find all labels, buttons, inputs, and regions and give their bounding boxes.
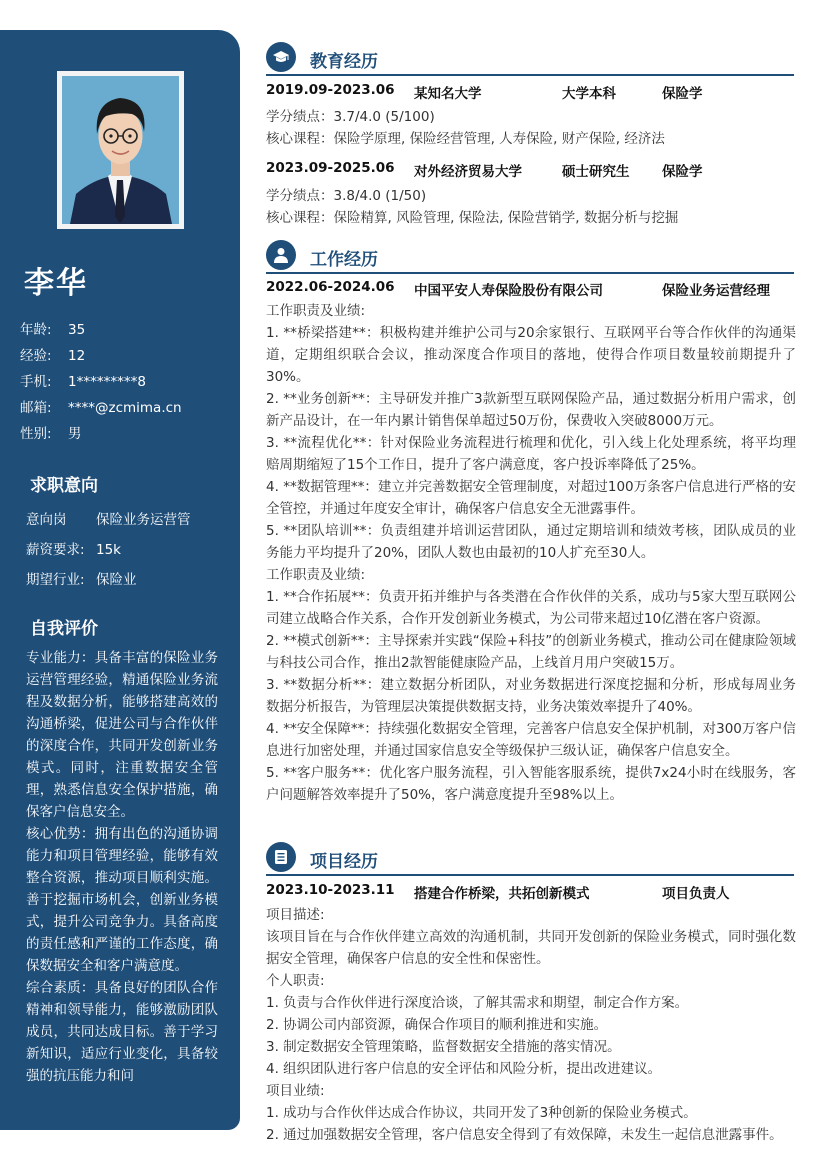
section-divider <box>266 74 794 76</box>
education-gpa: 学分绩点：3.7/4.0 (5/100) <box>266 109 435 125</box>
info-label: 性别: <box>20 426 52 442</box>
work-section-header <box>266 240 794 276</box>
self-eval-paragraph: 核心优势：拥有出色的沟通协调能力和项目管理经验，能够有效整合资源，推动项目顺利实施。善于挖掘市场机会，创新业务模式，提升公司竞争力。具备高度的责任感和严谨的工作态度，确保数据安全和客户满意度。 <box>26 826 218 974</box>
intent-position <box>26 512 226 542</box>
work-item: 4. **安全保障**：持续强化数据安全管理，完善客户信息安全保护机制，对300万客户信息进行加密处理，并通过国家信息安全等级保护三级认证，确保客户信息安全。 <box>266 721 796 759</box>
info-email <box>20 400 230 426</box>
self-eval-text <box>26 647 218 1087</box>
profile-photo <box>62 76 179 224</box>
education-major: 保险学 <box>662 164 703 180</box>
intent-list <box>26 512 226 602</box>
project-date: 2023.10-2023.11 <box>266 882 395 898</box>
work-item: 2. **业务创新**：主导研发并推广3款新型互联网保险产品，通过数据分析用户需求，创新产品设计，在一年内累计销售保单超过50万份，保费收入突破8000万元。 <box>266 391 796 429</box>
info-value: 男 <box>68 426 82 442</box>
education-date: 2019.09-2023.06 <box>266 82 395 98</box>
work-item: 3. **数据分析**：建立数据分析团队，对业务数据进行深度挖掘和分析，形成每周业务数据分析报告，为管理层决策提供数据支持，业务决策效率提升了40%。 <box>266 677 796 715</box>
person-icon <box>266 240 296 270</box>
profile-photo-frame <box>57 71 184 229</box>
intent-title: 求职意向 <box>30 476 98 496</box>
intent-label: 薪资要求: <box>26 542 85 558</box>
project-desc: 该项目旨在与合作伙伴建立高效的沟通机制，共同开发创新的保险业务模式，同时强化数据安全管理，确保客户信息的安全性和保密性。 <box>266 929 796 967</box>
info-label: 手机: <box>20 374 52 390</box>
info-phone <box>20 374 230 400</box>
project-details <box>266 904 796 1146</box>
info-experience <box>20 348 230 374</box>
work-company: 中国平安人寿保险股份有限公司 <box>414 283 603 299</box>
info-value: ****@zcmima.cn <box>68 400 182 416</box>
work-title: 工作经历 <box>310 250 378 270</box>
education-degree: 大学本科 <box>562 86 616 102</box>
education-major: 保险学 <box>662 86 703 102</box>
self-eval-paragraph: 综合素质：具备良好的团队合作精神和领导能力，能够激励团队成员，共同达成目标。善于学习新知识，适应行业变化，具备较强的抗压能力和问 <box>26 980 218 1084</box>
work-item: 1. **合作拓展**：负责开拓并维护与各类潜在合作伙伴的关系，成功与5家大型互联网公司建立战略合作关系，合作开发创新业务模式，为公司带来超过10亿潜在客户资源。 <box>266 589 796 627</box>
education-school: 对外经济贸易大学 <box>414 164 522 180</box>
project-section-header <box>266 842 794 878</box>
project-result: 2. 通过加强数据安全管理，客户信息安全得到了有效保障，未发生一起信息泄露事件。 <box>266 1127 783 1143</box>
education-courses: 核心课程：保险精算, 风险管理, 保险法, 保险营销学, 数据分析与挖掘 <box>266 210 679 226</box>
section-divider <box>266 874 794 876</box>
info-value: 12 <box>68 348 86 364</box>
graduation-cap-icon <box>266 42 296 72</box>
work-item: 3. **流程优化**：针对保险业务流程进行梳理和优化，引入线上化处理系统，将平均理赔周期缩短了15个工作日，提升了客户满意度，客户投诉率降低了25%。 <box>266 435 796 473</box>
intent-label: 意向岗 <box>26 512 67 528</box>
work-date: 2022.06-2024.06 <box>266 279 395 295</box>
project-desc-label: 项目描述: <box>266 907 325 923</box>
intent-industry <box>26 572 226 602</box>
info-label: 年龄: <box>20 322 52 338</box>
work-item: 5. **团队培训**：负责组建并培训运营团队，通过定期培训和绩效考核，团队成员的业务能力平均提升了20%，团队人数也由最初的10人扩充至30人。 <box>266 523 796 561</box>
education-school: 某知名大学 <box>414 86 482 102</box>
intent-value: 保险业务运营管 <box>96 512 191 528</box>
work-group-label: 工作职责及业绩: <box>266 567 366 583</box>
work-group-label: 工作职责及业绩: <box>266 303 366 319</box>
project-result: 1. 成功与合作伙伴达成合作协议，共同开发了3种创新的保险业务模式。 <box>266 1105 697 1121</box>
project-duty-label: 个人职责: <box>266 973 325 989</box>
info-value: 35 <box>68 322 86 338</box>
basic-info <box>20 322 230 452</box>
education-courses: 核心课程：保险学原理, 保险经营管理, 人寿保险, 财产保险, 经济法 <box>266 131 665 147</box>
project-duty: 1. 负责与合作伙伴进行深度洽谈，了解其需求和期望，制定合作方案。 <box>266 995 689 1011</box>
education-section-header <box>266 42 794 78</box>
info-label: 邮箱: <box>20 400 52 416</box>
education-date: 2023.09-2025.06 <box>266 160 395 176</box>
info-label: 经验: <box>20 348 52 364</box>
work-details <box>266 300 796 806</box>
work-item: 5. **客户服务**：优化客户服务流程，引入智能客服系统，提供7x24小时在线服务，客户问题解答效率提升了50%，客户满意度提升至98%以上。 <box>266 765 796 803</box>
intent-value: 保险业 <box>96 572 137 588</box>
project-role: 项目负责人 <box>662 886 730 902</box>
project-result-label: 项目业绩: <box>266 1083 325 1099</box>
info-age <box>20 322 230 348</box>
education-title: 教育经历 <box>310 52 378 72</box>
info-gender <box>20 426 230 452</box>
work-item: 2. **模式创新**：主导探索并实践“保险+科技”的创新业务模式，推动公司在健康险领域与科技公司合作，推出2款智能健康险产品，上线首月用户突破15万。 <box>266 633 796 671</box>
work-item: 4. **数据管理**：建立并完善数据安全管理制度，对超过100万条客户信息进行严格的安全管控，并通过年度安全审计，确保客户信息安全无泄露事件。 <box>266 479 796 517</box>
candidate-name: 李华 <box>24 266 88 301</box>
self-eval-title: 自我评价 <box>30 619 98 639</box>
education-degree: 硕士研究生 <box>562 164 630 180</box>
education-gpa: 学分绩点：3.8/4.0 (1/50) <box>266 188 427 204</box>
project-name: 搭建合作桥梁，共拓创新模式 <box>414 886 590 902</box>
self-eval-paragraph: 专业能力：具备丰富的保险业务运营管理经验，精通保险业务流程及数据分析，能够搭建高效的沟通桥梁，促进公司与合作伙伴的深度合作，共同开发创新业务模式。同时，注重数据安全管理，熟悉信息安全保护措施，确保客户信息安全。 <box>26 650 218 820</box>
sidebar <box>0 30 240 1130</box>
info-value: 1*********8 <box>68 374 146 390</box>
intent-salary <box>26 542 226 572</box>
project-duty: 4. 组织团队进行客户信息的安全评估和风险分析，提出改进建议。 <box>266 1061 662 1077</box>
intent-label: 期望行业: <box>26 572 85 588</box>
project-duty: 3. 制定数据安全管理策略，监督数据安全措施的落实情况。 <box>266 1039 621 1055</box>
project-title: 项目经历 <box>310 852 378 872</box>
project-duty: 2. 协调公司内部资源，确保合作项目的顺利推进和实施。 <box>266 1017 608 1033</box>
section-divider <box>266 272 794 274</box>
work-item: 1. **桥梁搭建**：积极构建并维护公司与20余家银行、互联网平台等合作伙伴的沟通渠道，定期组织联合会议，推动深度合作项目的落地，使得合作项目数量较前期提升了30%。 <box>266 325 796 385</box>
work-position: 保险业务运营经理 <box>662 283 770 299</box>
intent-value: 15k <box>96 542 121 558</box>
list-icon <box>266 842 296 872</box>
